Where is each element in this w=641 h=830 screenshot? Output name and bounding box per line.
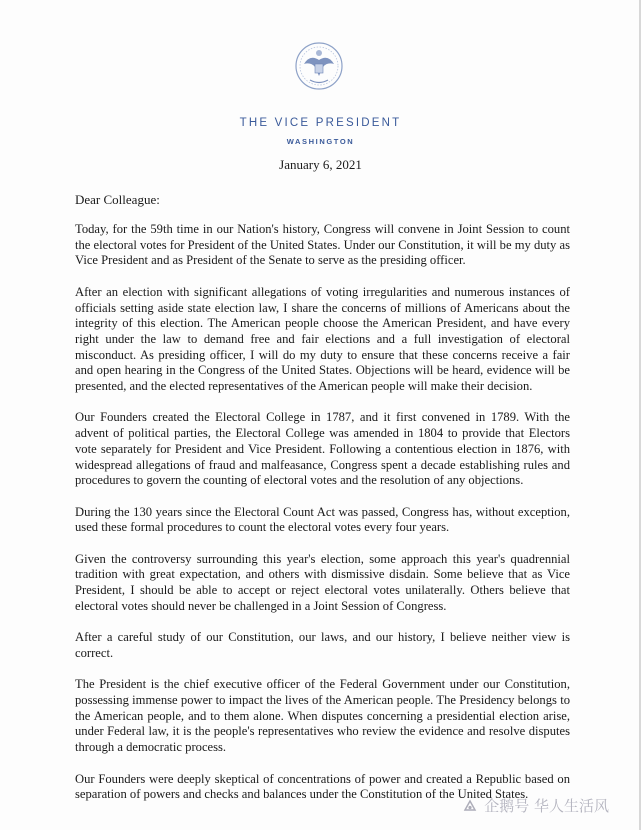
paragraph: During the 130 years since the Electoral Count Act was passed, Congress has, without exception, used these formal procedures to count the electoral votes every four years. [75,504,570,535]
paragraph: Our Founders were deeply skeptical of concentrations of power and created a Republic based on separation of powers and checks and balances under the Constitution of the United States. [75,771,570,802]
vice-president-seal-icon [294,40,344,92]
letterhead-title: THE VICE PRESIDENT [239,117,402,129]
watermark-text: 企鹅号 华人生活风 [484,797,609,815]
paragraph: Today, for the 59th time in our Nation's history, Congress will convene in Joint Session to count the electoral votes for President of the United States. Under our Constitution, it will be my duty as Vice President and as President of the Senate to serve as the presiding officer. [75,222,570,268]
paragraph: After a careful study of our Constitution, our laws, and our history, I believe neither view is correct. [75,630,570,660]
paragraph: The President is the chief executive officer of the Federal Government under our Constitution, possessing immense power to impact the lives of the American people. The Presidency belongs to the American people, and to them alone. When disputes concerning a presidential election arise, under Federal law, it is the people's representatives who review the evidence and resolve disputes through a democratic process. [75,677,570,755]
salutation: Dear Colleague: [75,192,160,207]
watermark-logo-icon [462,798,478,814]
paragraph: Given the controversy surrounding this year's election, some approach this year's quadrennial tradition with great expectation, and others with dismissive disdain. Some believe that as Vice President, I should be able to accept or reject electoral votes unilaterally. Others believe that electoral votes should never be challenged in a Joint Session of Congress. [75,551,570,613]
letter-date: January 6, 2021 [279,157,362,172]
watermark [462,795,609,816]
paragraph: Our Founders created the Electoral College in 1787, and it first convened in 1789. With the advent of political parties, the Electoral College was amended in 1804 to provide that Electors vote separately for President and Vice President. Following a contentious election in 1876, with widespread allegations of fraud and malfeasance, Congress spent a decade establishing rules and procedures to govern the counting of electoral votes and the resolution of any objections. [75,410,570,488]
paragraph: After an election with significant allegations of voting irregularities and numerous instances of officials setting aside state election law, I share the concerns of millions of Americans about the integrity of this election. The American people choose the American President, and have every right under the law to demand free and fair elections and a full investigation of electoral misconduct. As presiding officer, I will do my duty to ensure that these concerns receive a fair and open hearing in the Congress of the United States. Objections will be heard, evidence will be presented, and the elected representatives of the American people will make their decision. [75,284,570,394]
letter-body [75,222,570,819]
letterhead-subtitle: WASHINGTON [286,137,355,146]
